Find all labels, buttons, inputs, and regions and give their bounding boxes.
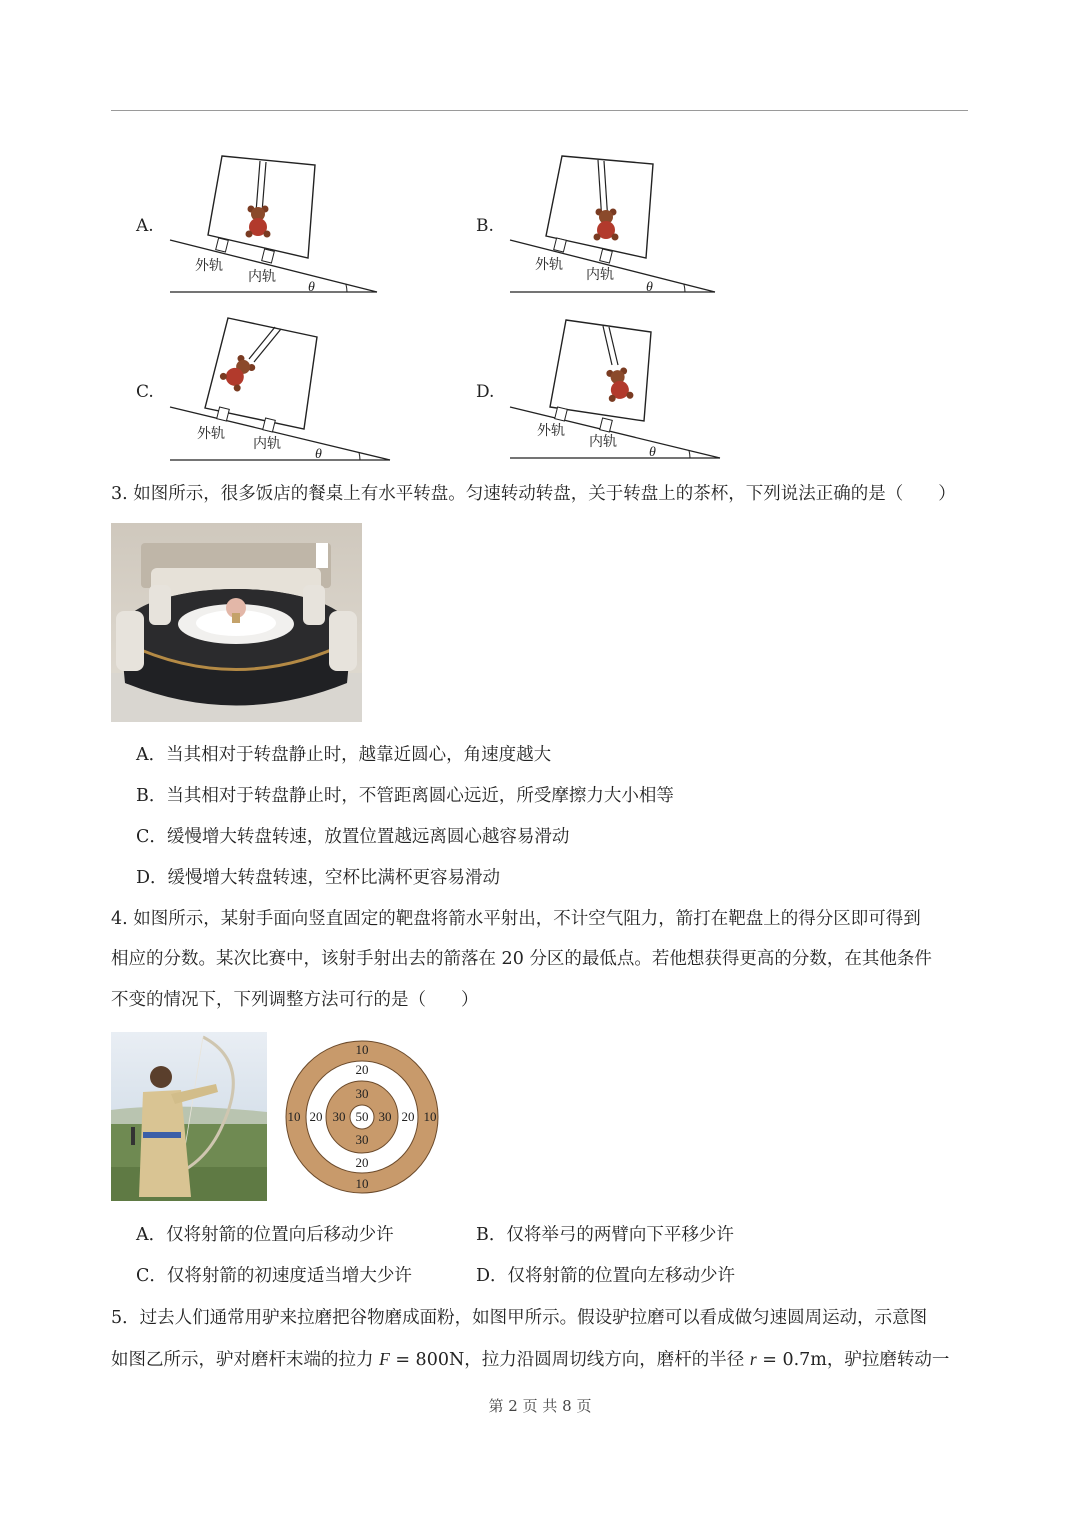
archer-photo bbox=[111, 1032, 267, 1201]
radius-value: = 0.7m bbox=[756, 1350, 827, 1370]
q3-option-c: C．缓慢增大转盘转速，放置位置越远离圆心越容易滑动 bbox=[136, 827, 570, 847]
q3-option-d: D．缓慢增大转盘转速，空杯比满杯更容易滑动 bbox=[136, 868, 501, 888]
archery-target bbox=[283, 1035, 441, 1200]
q2-option-b-label: B. bbox=[476, 216, 494, 236]
q4-stem-line-1: 4. 如图所示，某射手面向竖直固定的靶盘将箭水平射出，不计空气阻力，箭打在靶盘上的得分区即可得到 bbox=[111, 909, 921, 929]
score-top-10: 10 bbox=[355, 1042, 369, 1057]
outer-rail-label: 外轨 bbox=[537, 423, 565, 439]
score-bottom-10: 10 bbox=[355, 1176, 369, 1191]
q2-option-a-label: A. bbox=[136, 216, 154, 236]
q5-line-2-part-c: ，驴拉磨转动一 bbox=[826, 1350, 950, 1370]
outer-rail-label: 外轨 bbox=[535, 257, 563, 273]
angle-theta-label: θ bbox=[315, 447, 322, 462]
inner-rail-label: 内轨 bbox=[589, 434, 617, 450]
q4-stem-line-3: 不变的情况下，下列调整方法可行的是（ ） bbox=[111, 990, 479, 1010]
q5-line-2-part-a: 如图乙所示，驴对磨杆末端的拉力 bbox=[111, 1350, 380, 1370]
outer-rail-label: 外轨 bbox=[197, 426, 225, 442]
q5-line-2 bbox=[111, 1347, 949, 1372]
score-right-10: 10 bbox=[423, 1109, 437, 1124]
score-left-20: 20 bbox=[309, 1109, 323, 1124]
inner-rail-label: 内轨 bbox=[248, 269, 276, 285]
score-center-50: 50 bbox=[355, 1109, 369, 1124]
q4-option-c: C．仅将射箭的初速度适当增大少许 bbox=[136, 1266, 412, 1286]
angle-theta-label: θ bbox=[649, 445, 656, 460]
q2-option-d-label: D. bbox=[476, 382, 495, 402]
score-right-20: 20 bbox=[401, 1109, 415, 1124]
score-top-20: 20 bbox=[355, 1062, 369, 1077]
radius-variable: r bbox=[749, 1349, 757, 1369]
angle-theta-label: θ bbox=[646, 280, 653, 295]
q3-stem: 3. 如图所示，很多饭店的餐桌上有水平转盘。匀速转动转盘，关于转盘上的茶杯，下列说法正确的是（ ） bbox=[111, 484, 956, 504]
q4-option-a: A．仅将射箭的位置向后移动少许 bbox=[136, 1225, 394, 1245]
outer-rail-label: 外轨 bbox=[195, 258, 223, 274]
score-bottom-30: 30 bbox=[355, 1132, 369, 1147]
q2-diagram-d bbox=[505, 315, 735, 465]
q4-option-b: B．仅将举弓的两臂向下平移少许 bbox=[476, 1225, 734, 1245]
force-variable: F bbox=[379, 1349, 390, 1369]
q4-option-d: D．仅将射箭的位置向左移动少许 bbox=[476, 1266, 736, 1286]
q2-diagram-a bbox=[165, 150, 385, 300]
score-left-30: 30 bbox=[332, 1109, 346, 1124]
q4-stem-line-2: 相应的分数。某次比赛中，该射手射出去的箭落在 20 分区的最低点。若他想获得更高的分数，在其他条件 bbox=[111, 949, 932, 969]
inner-rail-label: 内轨 bbox=[253, 436, 281, 452]
header-rule bbox=[111, 110, 968, 111]
q5-line-1: 5．过去人们通常用驴来拉磨把谷物磨成面粉，如图甲所示。假设驴拉磨可以看成做匀速圆周运动，示意图 bbox=[111, 1308, 928, 1328]
page-footer: 第 2 页 共 8 页 bbox=[488, 1397, 592, 1415]
q2-diagram-b bbox=[505, 150, 725, 300]
force-value: = 800N bbox=[389, 1350, 465, 1370]
score-right-30: 30 bbox=[378, 1109, 392, 1124]
q2-option-c-label: C. bbox=[136, 382, 154, 402]
inner-rail-label: 内轨 bbox=[586, 267, 614, 283]
score-bottom-20: 20 bbox=[355, 1155, 369, 1170]
angle-theta-label: θ bbox=[308, 280, 315, 295]
q3-option-a: A．当其相对于转盘静止时，越靠近圆心，角速度越大 bbox=[136, 745, 552, 765]
q5-line-2-part-b: ，拉力沿圆周切线方向，磨杆的半径 bbox=[464, 1350, 750, 1370]
dining-table-photo bbox=[111, 523, 362, 722]
score-left-10: 10 bbox=[287, 1109, 301, 1124]
q3-option-b: B．当其相对于转盘静止时，不管距离圆心远近，所受摩擦力大小相等 bbox=[136, 786, 674, 806]
score-top-30: 30 bbox=[355, 1086, 369, 1101]
q2-diagram-c bbox=[165, 315, 395, 465]
